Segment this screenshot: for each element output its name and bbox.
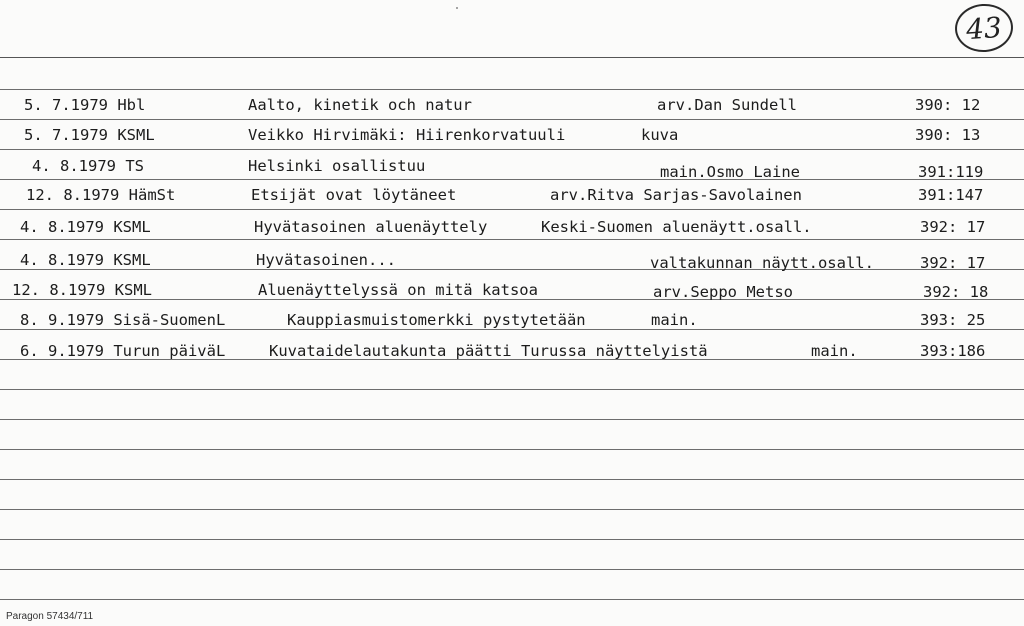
entry-reference: 392: 18 <box>923 283 989 301</box>
entry-title: Aluenäyttelyssä on mitä katsoa <box>258 281 538 299</box>
entry-author: main.Osmo Laine <box>660 163 800 181</box>
ruled-line <box>0 509 1024 510</box>
entry-reference: 392: 17 <box>920 218 986 236</box>
entry-title: Helsinki osallistuu <box>248 157 426 175</box>
entry-title: Kauppiasmuistomerkki pystytetään <box>287 311 586 329</box>
entry-author: main. <box>651 311 698 329</box>
card-entry <box>0 186 1024 216</box>
ruled-line <box>0 89 1024 90</box>
card-entry <box>0 157 1024 187</box>
entry-title: Aalto, kinetik och natur <box>248 96 472 114</box>
entry-date-source: 5. 7.1979 KSML <box>24 126 155 144</box>
card-entry <box>0 126 1024 156</box>
entry-author: valtakunnan näytt.osall. <box>650 254 874 272</box>
ruled-line <box>0 479 1024 480</box>
entry-title: Kuvataidelautakunta päätti Turussa näyttelyistä <box>269 342 708 360</box>
entry-title: Veikko Hirvimäki: Hiirenkorvatuuli <box>248 126 566 144</box>
entry-date-source: 5. 7.1979 Hbl <box>24 96 146 114</box>
ruled-line <box>0 419 1024 420</box>
ruled-line <box>0 599 1024 600</box>
entry-reference: 393:186 <box>920 342 986 360</box>
entry-date-source: 8. 9.1979 Sisä-SuomenL <box>20 311 226 329</box>
entry-date-source: 12. 8.1979 KSML <box>12 281 152 299</box>
entry-author: kuva <box>641 126 679 144</box>
entry-reference: 393: 25 <box>920 311 986 329</box>
card-entry <box>0 342 1024 372</box>
entry-title: Hyvätasoinen aluenäyttely <box>254 218 488 236</box>
entry-author: arv.Seppo Metso <box>653 283 793 301</box>
page-number-circle <box>953 2 1014 54</box>
entry-reference: 391:119 <box>918 163 984 181</box>
ruled-line <box>0 57 1024 58</box>
card-entry <box>0 281 1024 311</box>
entry-date-source: 4. 8.1979 TS <box>32 157 144 175</box>
entry-date-source: 4. 8.1979 KSML <box>20 251 151 269</box>
page-number: 43 <box>965 10 1003 46</box>
entry-reference: 392: 17 <box>920 254 986 272</box>
printer-mark: Paragon 57434/711 <box>6 611 94 622</box>
ruled-line <box>0 389 1024 390</box>
entry-title: Etsijät ovat löytäneet <box>251 186 457 204</box>
ruled-line <box>0 569 1024 570</box>
entry-author: arv.Dan Sundell <box>657 96 797 114</box>
entry-reference: 390: 12 <box>915 96 981 114</box>
card-entry <box>0 96 1024 126</box>
entry-reference: 390: 13 <box>915 126 981 144</box>
card-entry <box>0 251 1024 281</box>
card-entry <box>0 218 1024 248</box>
entry-date-source: 12. 8.1979 HämSt <box>26 186 176 204</box>
entry-date-source: 6. 9.1979 Turun päiväL <box>20 342 226 360</box>
entry-title: Hyvätasoinen... <box>256 251 396 269</box>
entry-author: Keski-Suomen aluenäytt.osall. <box>541 218 812 236</box>
entry-reference: 391:147 <box>918 186 984 204</box>
ink-speck <box>456 7 458 9</box>
card-entry <box>0 311 1024 341</box>
ruled-line <box>0 449 1024 450</box>
entry-author: main. <box>811 342 858 360</box>
entry-date-source: 4. 8.1979 KSML <box>20 218 151 236</box>
ruled-line <box>0 539 1024 540</box>
entry-author: arv.Ritva Sarjas-Savolainen <box>550 186 802 204</box>
